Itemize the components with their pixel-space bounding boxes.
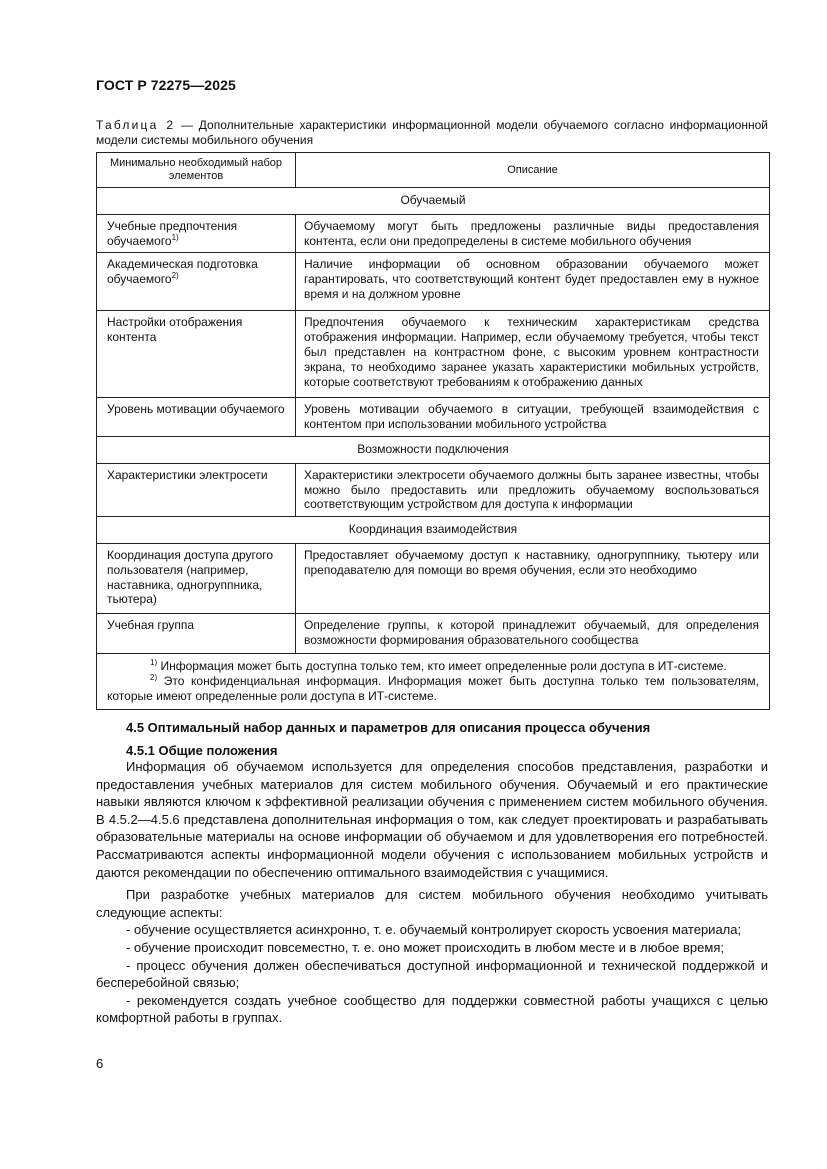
table-row	[97, 613, 770, 653]
table-row	[97, 398, 770, 437]
table-cell-element	[97, 253, 296, 311]
table-cell-element: Координация доступа другого пользователя (например, наставника, одногруппника, тьютера)	[97, 543, 296, 613]
element-text: Академическая подготовка обучаемого	[107, 257, 258, 287]
element-text: Учебные предпочтения обучаемого	[107, 218, 238, 248]
table-caption-text: — Дополнительные характеристики информационной модели обучаемого согласно информационной модели системы мобильного обучения	[96, 118, 768, 147]
table-cell-element: Настройки отображения контента	[97, 311, 296, 398]
table-cell-element: Уровень мотивации обучаемого	[97, 398, 296, 437]
table-cell-description: Уровень мотивации обучаемого в ситуации, требующей взаимодействия с контентом при использовании мобильного устройства	[296, 398, 770, 437]
paragraph: При разработке учебных материалов для систем мобильного обучения необходимо учитывать следующие аспекты:	[96, 887, 768, 920]
paragraph: Информация об обучаемом используется для определения способов представления, разработки и предоставления учебных материалов для систем мобильного обучения. Обучаемый и его практические навыки являются ключом к эффективной реализации обучения с применением систем мобильного обучения. В 4.5.2—4.5.6 представлена дополнительная информация о том, как следует проектировать и разрабатывать образовательные материалы на основе информации об обучаемом и для удовлетворения его потребностей. Рассматриваются аспекты информационной модели обучения с использованием мобильных устройств и даются рекомендации по обеспечению оптимального взаимодействия с учащимися.	[96, 759, 768, 880]
table-cell-element	[97, 214, 296, 253]
table-cell-description: Обучаемому могут быть предложены различные виды предоставления контента, если они предопределены в системе мобильного обучения	[296, 214, 770, 253]
document-code: ГОСТ Р 72275—2025	[96, 77, 236, 93]
table-row	[97, 543, 770, 613]
table-row	[97, 253, 770, 311]
list-item: - процесс обучения должен обеспечиваться доступной информационной и технической поддержкой и бесперебойной связью;	[96, 957, 768, 991]
characteristics-table	[96, 152, 770, 710]
table-section-row	[97, 188, 770, 215]
subsection-title: 4.5.1 Общие положения	[126, 743, 278, 758]
table-section-row	[97, 517, 770, 544]
table-row	[97, 463, 770, 516]
column-header-elements: Минимально необходимый набор элементов	[97, 153, 296, 188]
table-section-title: Координация взаимодействия	[97, 517, 770, 544]
column-header-description: Описание	[296, 153, 770, 188]
table-cell-description: Наличие информации об основном образовании обучаемого может гарантировать, что соответствующий контент будет предоставлен ему в нужное время и на должном уровне	[296, 253, 770, 311]
footnote-ref: 1)	[171, 232, 179, 242]
table-section-title: Обучаемый	[97, 188, 770, 215]
list-item: - обучение происходит повсеместно, т. е. оно может происходить в любом месте и в любое время;	[126, 939, 724, 955]
table-footnotes-row	[97, 653, 770, 709]
section-body	[96, 758, 768, 1027]
table-body	[97, 188, 770, 710]
table-row	[97, 311, 770, 398]
table-footnotes	[97, 653, 770, 709]
page-number: 6	[96, 1056, 104, 1071]
footnote-ref: 2)	[171, 271, 179, 281]
table-cell-description: Определение группы, к которой принадлежит обучаемый, для определения возможности формирования образовательного сообщества	[296, 613, 770, 653]
table-cell-element: Характеристики электросети	[97, 463, 296, 516]
list-item: - рекомендуется создать учебное сообщество для поддержки совместной работы учащихся с целью комфортной работы в группах.	[96, 992, 768, 1026]
table-cell-description: Предоставляет обучаемому доступ к наставнику, одногруппнику, тьютеру или преподавателю для помощи во время обучения, если это необходимо	[296, 543, 770, 613]
table-section-row	[97, 436, 770, 463]
table-caption-label: Таблица 2	[96, 118, 176, 132]
section-title: 4.5 Оптимальный набор данных и параметров для описания процесса обучения	[126, 720, 651, 735]
footnote-text: Информация может быть доступна только тем, кто имеет определенные роли доступа в ИТ-системе.	[157, 658, 727, 673]
footnote-text: Это конфиденциальная информация. Информация может быть доступна только тем пользователям, которые имеют определенные роли доступа в ИТ-системе.	[107, 673, 759, 703]
table-caption	[96, 118, 768, 148]
footnote-mark: 1)	[150, 657, 158, 667]
table-cell-description: Предпочтения обучаемого к техническим характеристикам средства отображения информации. Например, если обучаемому требуется, чтобы текст был представлен на контрастном фоне, с высоким уровнем контрастности экрана, то необходимо заранее указать характеристики мобильных устройств, которые соответствуют требованиям к отображению данных	[296, 311, 770, 398]
footnote-2	[107, 674, 759, 704]
footnote-mark: 2)	[150, 672, 158, 682]
table-cell-description: Характеристики электросети обучаемого должны быть заранее известны, чтобы можно было предоставить или предложить обучаемому воспользоваться соответствующим устройством для доступа к информации	[296, 463, 770, 516]
table-cell-element: Учебная группа	[97, 613, 296, 653]
table-section-title: Возможности подключения	[97, 436, 770, 463]
table-row	[97, 214, 770, 253]
footnote-1	[107, 659, 759, 674]
list-item: - обучение осуществляется асинхронно, т. е. обучаемый контролирует скорость усвоения материала;	[126, 922, 742, 938]
